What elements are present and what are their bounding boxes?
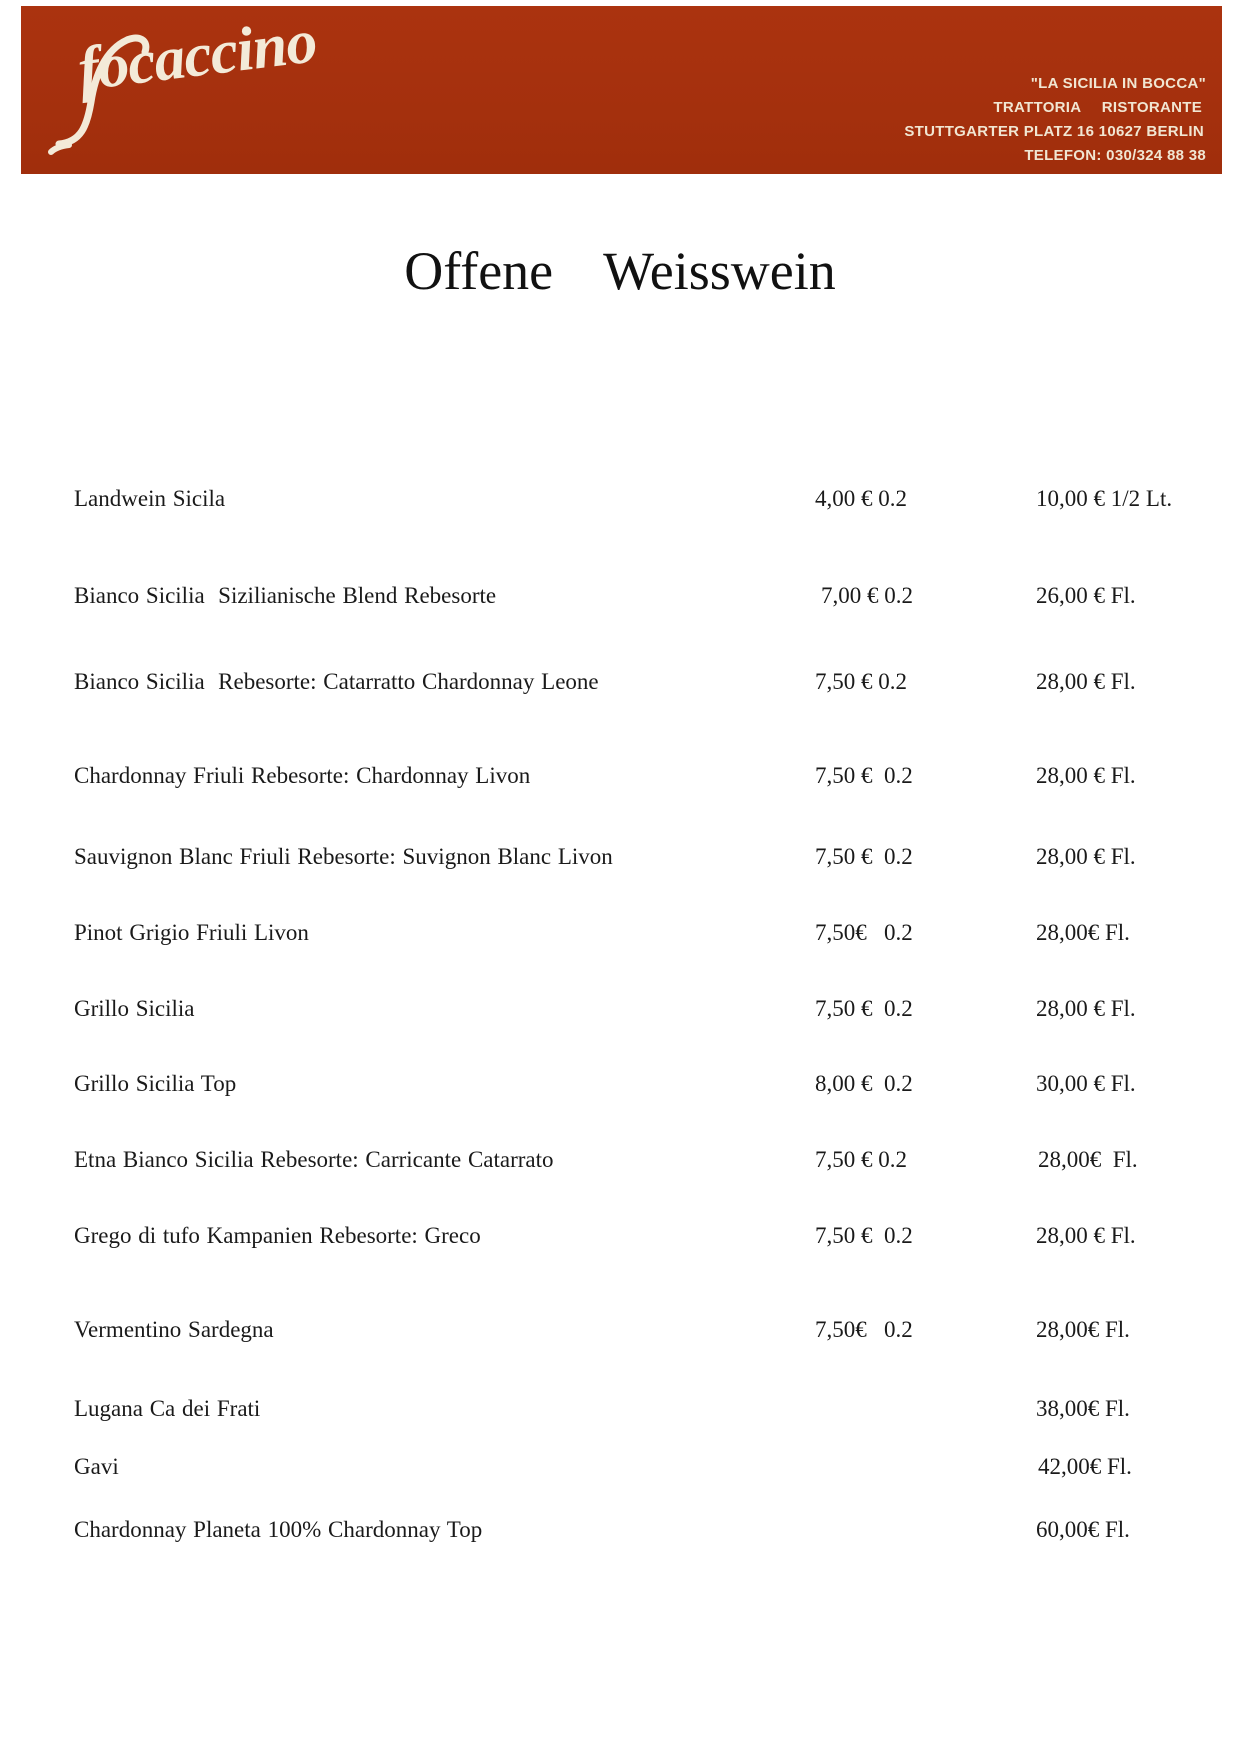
wine-row	[0, 1143, 1240, 1177]
bottle-price: 42,00€ Fl.	[1038, 1454, 1132, 1479]
wine-name: Bianco Sicilia Sizilianische Blend Rebesorte	[74, 583, 497, 608]
wine-row	[0, 992, 1240, 1026]
wine-name: Landwein Sicila	[74, 486, 226, 511]
restaurant-tagline: "LA SICILIA IN BOCCA"	[1030, 75, 1206, 92]
restaurant-phone: TELEFON: 030/324 88 38	[1024, 147, 1206, 164]
restaurant-address: STUTTGARTER PLATZ 16 10627 BERLIN	[904, 123, 1204, 140]
wine-row	[0, 1392, 1240, 1426]
wine-name: Etna Bianco Sicilia Rebesorte: Carricante Catarrato	[74, 1147, 554, 1172]
bottle-price: 28,00 € Fl.	[1036, 763, 1136, 788]
bottle-price: 28,00 € Fl.	[1036, 1223, 1136, 1248]
bottle-price: 28,00 € Fl.	[1036, 669, 1136, 694]
glass-price: 7,50 € 0.2	[815, 996, 913, 1021]
wine-name: Bianco Sicilia Rebesorte: Catarratto Chardonnay Leone	[74, 669, 599, 694]
glass-price: 7,00 € 0.2	[821, 583, 913, 608]
bottle-price: 30,00 € Fl.	[1036, 1071, 1136, 1096]
glass-price: 7,50 € 0.2	[815, 1147, 907, 1172]
wine-row	[0, 759, 1240, 793]
wine-row	[0, 1450, 1240, 1484]
bottle-price: 60,00€ Fl.	[1036, 1517, 1130, 1542]
bottle-price: 38,00€ Fl.	[1036, 1396, 1130, 1421]
wine-name: Sauvignon Blanc Friuli Rebesorte: Suvignon Blanc Livon	[74, 844, 613, 869]
wine-row	[0, 840, 1240, 874]
wine-name: Gavi	[74, 1454, 119, 1479]
glass-price: 4,00 € 0.2	[815, 486, 907, 511]
wine-name: Vermentino Sardegna	[74, 1317, 274, 1342]
wine-name: Chardonnay Friuli Rebesorte: Chardonnay Livon	[74, 763, 531, 788]
wine-name: Grego di tufo Kampanien Rebesorte: Greco	[74, 1223, 481, 1248]
page-title: Offene Weisswein	[404, 241, 836, 301]
bottle-price: 26,00 € Fl.	[1036, 583, 1136, 608]
bottle-price: 28,00€ Fl.	[1038, 1147, 1138, 1172]
wine-name: Grillo Sicilia	[74, 996, 195, 1021]
wine-name: Grillo Sicilia Top	[74, 1071, 237, 1096]
wine-row	[0, 1313, 1240, 1347]
wine-name: Lugana Ca dei Frati	[74, 1396, 261, 1421]
wine-row	[0, 579, 1240, 613]
wine-row	[0, 1513, 1240, 1547]
glass-price: 7,50€ 0.2	[815, 1317, 913, 1342]
wine-name: Pinot Grigio Friuli Livon	[74, 920, 309, 945]
glass-price: 8,00 € 0.2	[815, 1071, 913, 1096]
wine-row	[0, 1219, 1240, 1253]
glass-price: 7,50 € 0.2	[815, 844, 913, 869]
glass-price: 7,50€ 0.2	[815, 920, 913, 945]
bottle-price: 10,00 € 1/2 Lt.	[1036, 486, 1173, 511]
wine-row	[0, 665, 1240, 699]
wine-row	[0, 482, 1240, 516]
glass-price: 7,50 € 0.2	[815, 763, 913, 788]
glass-price: 7,50 € 0.2	[815, 1223, 913, 1248]
bottle-price: 28,00€ Fl.	[1036, 920, 1130, 945]
wine-row	[0, 916, 1240, 950]
bottle-price: 28,00€ Fl.	[1036, 1317, 1130, 1342]
bottle-price: 28,00 € Fl.	[1036, 844, 1136, 869]
glass-price: 7,50 € 0.2	[815, 669, 907, 694]
restaurant-type: TRATTORIA RISTORANTE	[993, 99, 1202, 116]
wine-row	[0, 1067, 1240, 1101]
bottle-price: 28,00 € Fl.	[1036, 996, 1136, 1021]
wine-name: Chardonnay Planeta 100% Chardonnay Top	[74, 1517, 483, 1542]
svg-text:focaccino: focaccino	[74, 7, 320, 104]
